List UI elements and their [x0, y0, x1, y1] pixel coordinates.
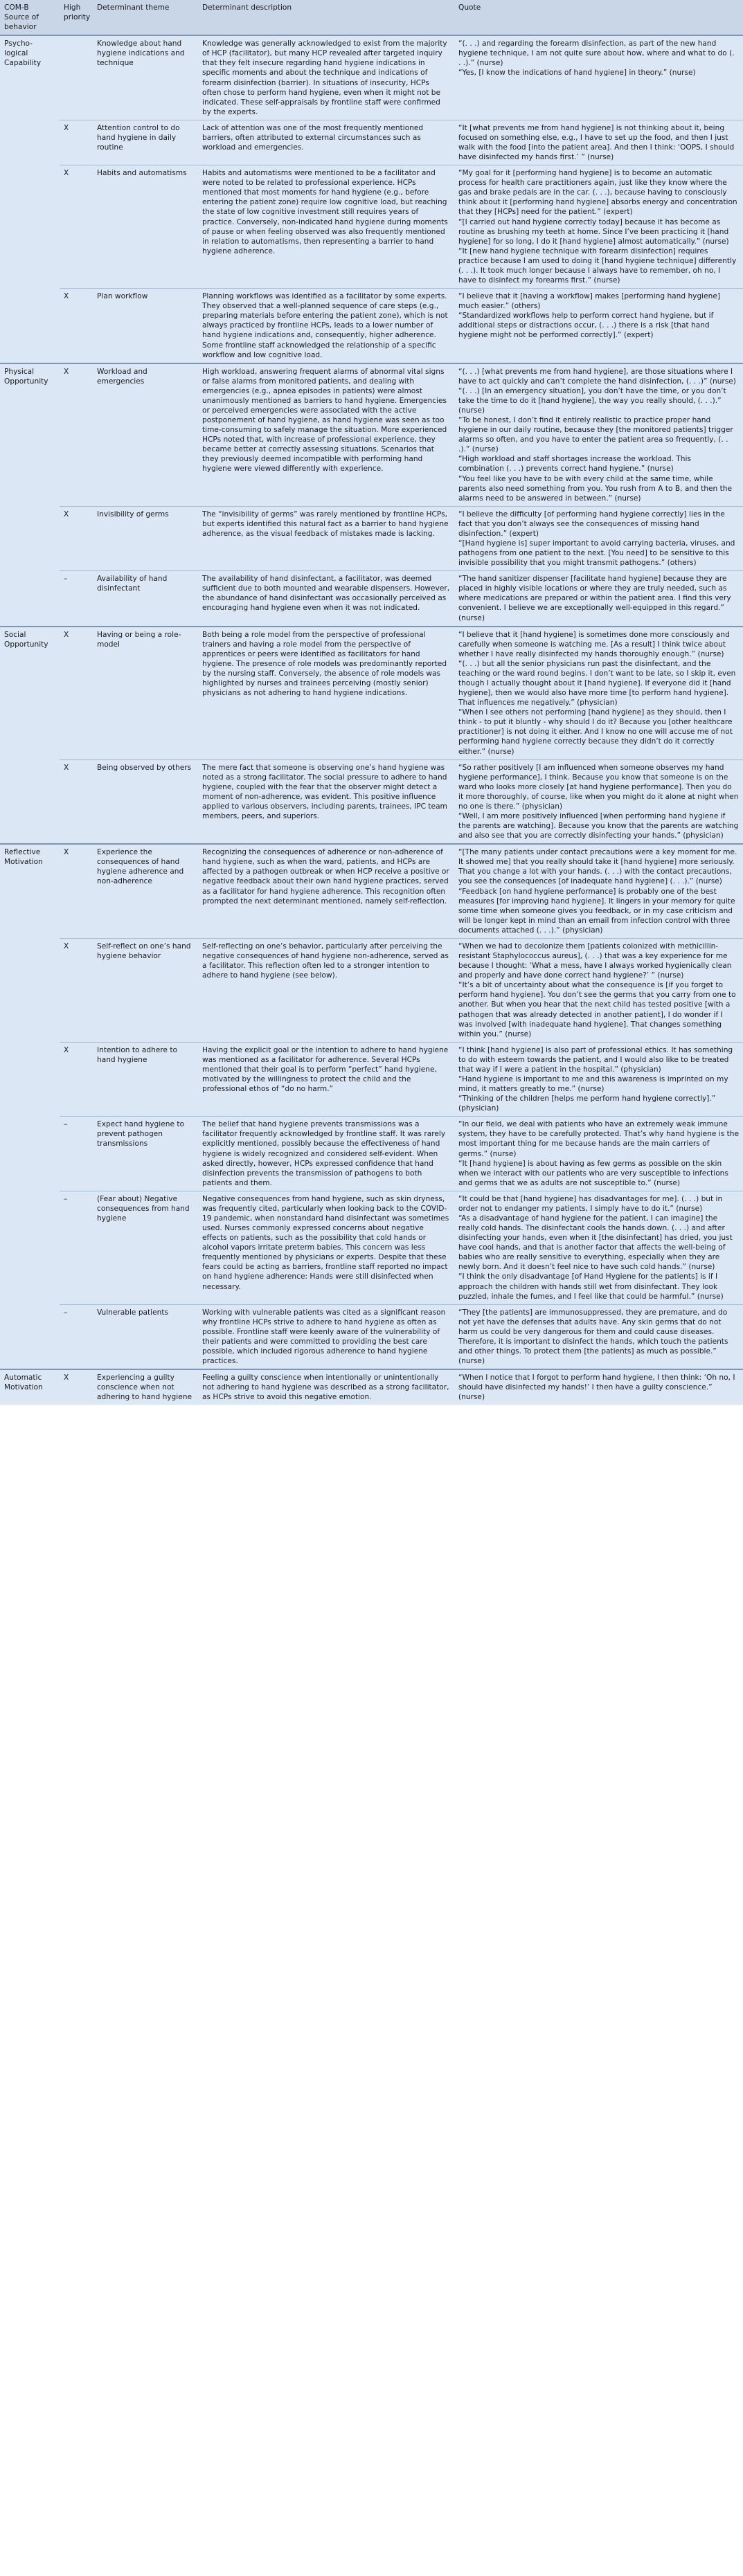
quote-text: “The hand sanitizer dispenser [facilitate hand hygiene] because they are placed in highly visible locations or where they are truly needed, such as where medications are prepared or within the patient area. I find this very convenient. I believe we are exceptionally well-equipped in this regard.” (nurse)	[458, 575, 731, 622]
table-body	[0, 35, 743, 1405]
table-row	[0, 35, 743, 120]
table-row	[0, 938, 743, 1042]
table-row	[0, 571, 743, 627]
quote-text: “When I notice that I forgot to perform hand hygiene, I then think: ‘Oh no, I should have disinfected my hands!’ I then have a guilty conscience.” (nurse)	[458, 1373, 735, 1402]
theme-cell: Knowledge about hand hygiene indications and technique	[93, 35, 198, 120]
table-row	[0, 1191, 743, 1304]
table-header-row	[0, 0, 743, 35]
quote-text: “My goal for it [performing hand hygiene] is to become an automatic process for health care practitioners again, just like they know where the gas and brake pedals are in the car. (. . .), because having to consciously think about it [performing hand hygiene] absorbs energy and concentration that they [HCPs] need for the patient.” (expert)	[458, 169, 737, 217]
table-row	[0, 1117, 743, 1191]
quote-text: “Feedback [on hand hygiene performance] is probably one of the best measures [for improving hand hygiene]. It lingers in your memory for quite some time when someone gives you feedback, or in my case criticism and will be longer kept in mind than an email from infection control with three documents attached (. . .).” (physician)	[458, 887, 735, 935]
description-cell: The availability of hand disinfectant, a facilitator, was deemed sufficient due to both mounted and wearable dispensers. However, the abundance of hand disinfectant was occasionally perceived as encouraging hand hygiene even when it was not indicated.	[198, 571, 454, 627]
description-cell: Knowledge was generally acknowledged to exist from the majority of HCP (facilitator), but many HCP revealed after targeted inquiry that they felt insecure regarding hand hygiene indications in specific moments and about the technique and indications of forearm disinfection (barrier). In situations of insecurity, HCPs often chose to perform hand hygiene, even when it might not be indicated. These self-appraisals by frontline staff were confirmed by the experts.	[198, 35, 454, 120]
quote-text: “[I carried out hand hygiene correctly today] because it has become as routine as brushing my teeth at home. Since I’ve been practicing it [hand hygiene] for so long, I do it [hand hygiene] almost automatically.” (nurse)	[458, 217, 729, 246]
theme-cell: Intention to adhere to hand hygiene	[93, 1042, 198, 1117]
priority-cell: X	[60, 363, 93, 507]
theme-cell: Expect hand hygiene to prevent pathogen transmissions	[93, 1117, 198, 1191]
quote-cell	[454, 938, 743, 1042]
theme-cell: Self-reflect on one’s hand hygiene behavior	[93, 938, 198, 1042]
com-b-source-cell: Reflective Motivation	[0, 844, 60, 1369]
quote-text: “(. . .) [In an emergency situation], you don’t have the time, or you don’t take the time to do it [hand hygiene], the way you really should, (. . .).” (nurse)	[458, 386, 726, 415]
quote-text: “Well, I am more positively influenced [when performing hand hygiene if the parents are watching]. Because you know that the parents are watching and also see that you are correctly disinfecting your hands.” (physician)	[458, 812, 739, 840]
priority-cell	[60, 35, 93, 120]
description-cell: Habits and automatisms were mentioned to be a facilitator and were noted to be related to professional experience. HCPs mentioned that most moments for hand hygiene (e.g., before entering the patient zone) require low cognitive load, but reaching the state of low cognitive investment still requires years of practice. Conversely, non-indicated hand hygiene during moments of pause or when feeling observed was also frequently mentioned in relation to automatisms, then representing a barrier to hand hygiene adherence.	[198, 165, 454, 289]
quote-cell	[454, 1117, 743, 1191]
quote-cell	[454, 120, 743, 165]
description-cell: Planning workflows was identified as a facilitator by some experts. They observed that a well-planned sequence of care steps (e.g., preparing materials before entering the patient zone), which is not always practiced by frontline HCPs, leads to a lower number of hand hygiene indications and, consequently, higher adherence. Some frontline staff acknowledged the relationship of a specific workflow and low cognitive load.	[198, 289, 454, 363]
quote-cell	[454, 289, 743, 363]
quote-text: “I believe that it [having a workflow] makes [performing hand hygiene] much easier.” (others)	[458, 292, 720, 311]
quote-text: “[Hand hygiene is] super important to avoid carrying bacteria, viruses, and pathogens from one patient to the next. [You need] to be sensitive to this invisible possibility that you might transmit pathogens.” (others)	[458, 539, 735, 568]
quote-text: “High workload and staff shortages increase the workload. This combination (. . .) prevents correct hand hygiene.” (nurse)	[458, 455, 691, 474]
quote-cell	[454, 759, 743, 844]
description-cell: The “invisibility of germs” was rarely mentioned by frontline HCPs, but experts identified this natural fact as a barrier to hand hygiene adherence, as the visual feedback of mistakes made is lacking.	[198, 506, 454, 570]
priority-cell: X	[60, 289, 93, 363]
quote-text: “(. . .) but all the senior physicians run past the disinfectant, and the teaching or the ward round begins. I don’t want to be late, so I skip it, even though I actually thought about it [hand hygiene]. If everyone did it [hand hygiene], then we would also have more time [to perform hand hygiene]. That influences me negatively.” (physician)	[458, 659, 736, 708]
theme-cell: Vulnerable patients	[93, 1304, 198, 1369]
theme-cell: Experiencing a guilty conscience when not adhering to hand hygiene	[93, 1369, 198, 1405]
quote-text: “Yes, [I know the indications of hand hygiene] in theory.” (nurse)	[458, 69, 696, 78]
quote-cell	[454, 506, 743, 570]
description-cell: Lack of attention was one of the most frequently mentioned barriers, often attributed to external circumstances such as workload and emergencies.	[198, 120, 454, 165]
quote-text: “In our field, we deal with patients who have an extremely weak immune system, they have to be carefully protected. That’s why hand hygiene is the most important thing for me because hands are the main carriers of germs.” (nurse)	[458, 1120, 740, 1158]
quote-text: “It could be that [hand hygiene] has disadvantages for me]. (. . .) but in order not to endanger my patients, I simply have to do it.” (nurse)	[458, 1194, 723, 1213]
quote-text: “When I see others not performing [hand hygiene] as they should, then I think - to put it bluntly - why should I do it? Because you [other healthcare practitioner] is not doing it either. And I know no one will accuse me of not performing hand hygiene correctly because they didn’t do it correctly either.” (nurse)	[458, 708, 733, 756]
quote-text: “They [the patients] are immunosuppressed, they are premature, and do not yet have the defenses that adults have. Any skin germs that do not harm us could be very dangerous for them and could cause diseases. Therefore, it is important to disinfect the hands, which touch the patients and other things. To protect them [the patients] as much as possible.” (nurse)	[458, 1308, 728, 1366]
quote-cell	[454, 165, 743, 289]
quote-text: “Hand hygiene is important to me and this awareness is imprinted on my mind, it matters greatly to me.” (nurse)	[458, 1074, 728, 1094]
table-row	[0, 759, 743, 844]
header-priority: High priority	[60, 0, 93, 35]
quote-text: “(. . .) [what prevents me from hand hygiene], are those situations where I have to act quickly and can’t complete the hand disinfection, (. . .)” (nurse)	[458, 367, 736, 386]
description-cell: Feeling a guilty conscience when intentionally or unintentionally not adhering to hand hygiene was described as a strong facilitator, as HCPs strive to avoid this negative emotion.	[198, 1369, 454, 1405]
com-b-source-cell: Social Opportunity	[0, 627, 60, 845]
table-row	[0, 120, 743, 165]
theme-cell: Invisibility of germs	[93, 506, 198, 570]
theme-cell: Availability of hand disinfectant	[93, 571, 198, 627]
priority-cell: X	[60, 120, 93, 165]
quote-text: “Thinking of the children [helps me perform hand hygiene correctly].” (physician)	[458, 1095, 716, 1113]
quote-text: “When we had to decolonize them [patients colonized with methicillin-resistant Staphylococcus aureus], (. . .) that was a key experience for me because I thought: ‘What a mess, have I always worked hygienically clean and properly and have done correct hand hygiene?’ ” (nurse)	[458, 942, 732, 980]
description-cell: Recognizing the consequences of adherence or non-adherence of hand hygiene, such as when the ward, patients, and HCPs are affected by a pathogen outbreak or when HCP receive a positive or negative feedback about their own hand hygiene practices, served as a facilitator for hand hygiene adherence. This recognition often prompted the next determinant mentioned, namely self-reflection.	[198, 844, 454, 938]
priority-cell: X	[60, 165, 93, 289]
description-cell: Having the explicit goal or the intention to adhere to hand hygiene was mentioned as a facilitator for adherence. Several HCPs mentioned that their goal is to perform “perfect” hand hygiene, motivated by the willingness to protect the child and the professional ethos of “do no harm.”	[198, 1042, 454, 1117]
quote-text: “As a disadvantage of hand hygiene for the patient, I can imagine] the really cold hands. The disinfectant cools the hands down. (. . .) and after disinfecting your hands, even when it [the disinfectant] has dried, you just have cool hands, and that is another factor that affects the well-being of babies who are really sensitive to everything, especially when they are newly born. And it doesn’t feel nice to have such cold hands.” (nurse)	[458, 1214, 733, 1272]
description-cell: Self-reflecting on one’s behavior, particularly after perceiving the negative consequences of hand hygiene non-adherence, served as a facilitator. This reflection often led to a stronger intention to adhere to hand hygiene (see below).	[198, 938, 454, 1042]
com-b-source-cell: Physical Opportunity	[0, 363, 60, 627]
quote-text: “Standardized workflows help to perform correct hand hygiene, but if additional steps or distractions occur, (. . .) there is a risk [that hand hygiene might not be performed correctly].” (expert)	[458, 312, 714, 340]
description-cell: Negative consequences from hand hygiene, such as skin dryness, was frequently cited, particularly when looking back to the COVID-19 pandemic, when nonstandard hand disinfectant was sometimes used. Nurses commonly expressed concerns about negative effects on patients, such as the possibility that cold hands or alcohol vapors irritate preterm babies. This concern was less frequently mentioned by physicians or experts. Despite that these fears could be acting as barriers, frontline staff reported no impact on hand hygiene adherence: Hands were still disinfected when necessary.	[198, 1191, 454, 1304]
priority-cell: X	[60, 844, 93, 938]
quote-cell	[454, 363, 743, 507]
quote-cell	[454, 1369, 743, 1405]
table-row	[0, 506, 743, 570]
priority-cell: X	[60, 506, 93, 570]
quote-text: “I think the only disadvantage [of Hand Hygiene for the patients] is if I approach the children with hands still wet from disinfectant. They look puzzled, inhale the fumes, and I feel like that could be harmful.” (nurse)	[458, 1272, 724, 1301]
table-row	[0, 627, 743, 760]
quote-text: “I believe that it [hand hygiene] is sometimes done more consciously and carefully when someone is watching me. [As a result] I think twice about whether I have really disinfected my hands thoroughly enough.” (nurse)	[458, 630, 730, 658]
quote-text: “So rather positively [I am influenced when someone observes my hand hygiene performance], I think. Because you know that someone is on the ward who looks more closely [at hand hygiene performance]. Then you do it more thoroughly, of course, like when you might do it alone at night when no one is there.” (physician)	[458, 763, 739, 811]
quote-text: “I think [hand hygiene] is also part of professional ethics. It has something to do with esteem towards the patient, and I would also like to be treated that way if I were a patient in the hospital.” (physician)	[458, 1045, 733, 1074]
theme-cell: Having or being a role-model	[93, 627, 198, 760]
quote-cell	[454, 571, 743, 627]
priority-cell: X	[60, 1369, 93, 1405]
table-row	[0, 1042, 743, 1117]
table-row	[0, 844, 743, 938]
quote-text: “It [what prevents me from hand hygiene] is not thinking about it, being focused on something else, e.g., I have to set up the food, and then I just walk with the food [into the patient area]. And then I think: ‘OOPS, I should have disinfected my hands first.’ ” (nurse)	[458, 123, 735, 162]
priority-cell: –	[60, 1191, 93, 1304]
table-row	[0, 165, 743, 289]
quote-cell	[454, 1304, 743, 1369]
table-row	[0, 289, 743, 363]
header-description: Determinant description	[198, 0, 454, 35]
com-b-source-cell: Automatic Motivation	[0, 1369, 60, 1405]
table-row	[0, 1304, 743, 1369]
quote-text: “I believe the difficulty [of performing hand hygiene correctly] lies in the fact that you don’t always see the consequences of missing hand disinfection.” (expert)	[458, 510, 725, 538]
quote-text: “To be honest, I don’t find it entirely realistic to practice proper hand hygiene in our daily routine, because they [the monitored patients] trigger alarms so often, and you have to enter the patient area so frequently, (. . .).” (nurse)	[458, 416, 733, 454]
priority-cell: X	[60, 627, 93, 760]
description-cell: Both being a role model from the perspective of professional trainers and having a role model from the perspective of apprentices or peers were identified as facilitators for hand hygiene. The presence of role models was predominantly reported by the nursing staff. Conversely, the absence of role models was highlighted by nurses and trainees perceiving (mostly senior) physicians as not adhering to hand hygiene indications.	[198, 627, 454, 760]
description-cell: Working with vulnerable patients was cited as a significant reason why frontline HCPs strive to adhere to hand hygiene as often as possible. Frontline staff were keenly aware of the vulnerability of their patients and were committed to providing the best care possible, which included rigorous adherence to hand hygiene practices.	[198, 1304, 454, 1369]
quote-text: “[The many patients under contact precautions were a key moment for me. It showed me] that you really should take it [hand hygiene] more seriously. That you change a lot with your hands. (. . .) with the contact precautions, you see the consequences [of inadequate hand hygiene] (. . .).” (nurse)	[458, 848, 737, 886]
quote-text: “(. . .) and regarding the forearm disinfection, as part of the new hand hygiene technique, I am not quite sure about how, where and what to do (. . .).” (nurse)	[458, 39, 735, 68]
priority-cell: X	[60, 759, 93, 844]
priority-cell: –	[60, 1117, 93, 1191]
header-source: COM-B Source of behavior	[0, 0, 60, 35]
priority-cell: X	[60, 1042, 93, 1117]
description-cell: The belief that hand hygiene prevents transmissions was a facilitator frequently acknowledged by frontline staff. It was rarely explicitly mentioned, possibly because the effectiveness of hand hygiene is widely recognized and considered self-evident. When asked directly, however, HCPs expressed confidence that hand disinfection prevents the transmission of pathogens to both patients and them.	[198, 1117, 454, 1191]
theme-cell: Habits and automatisms	[93, 165, 198, 289]
quote-cell	[454, 844, 743, 938]
com-b-source-cell: Psycho-logical Capability	[0, 35, 60, 363]
quote-cell	[454, 35, 743, 120]
quote-cell	[454, 1042, 743, 1117]
header-quote: Quote	[454, 0, 743, 35]
theme-cell: Being observed by others	[93, 759, 198, 844]
header-theme: Determinant theme	[93, 0, 198, 35]
priority-cell: X	[60, 938, 93, 1042]
theme-cell: Workload and emergencies	[93, 363, 198, 507]
quote-cell	[454, 627, 743, 760]
table-row	[0, 363, 743, 507]
theme-cell: Experience the consequences of hand hygiene adherence and non-adherence	[93, 844, 198, 938]
description-cell: The mere fact that someone is observing one’s hand hygiene was noted as a strong facilitator. The social pressure to adhere to hand hygiene, coupled with the fear that the observer might detect a moment of non-adherence, was evident. This positive influence applied to various observers, including parents, trainees, IPC team members, peers, and superiors.	[198, 759, 454, 844]
theme-cell: (Fear about) Negative consequences from hand hygiene	[93, 1191, 198, 1304]
table-row	[0, 1369, 743, 1405]
quote-cell	[454, 1191, 743, 1304]
priority-cell: –	[60, 571, 93, 627]
quote-text: “You feel like you have to be with every child at the same time, while parents also need something from you. You rush from A to B, and then the alarms need to be answered in between.” (nurse)	[458, 474, 733, 503]
description-cell: High workload, answering frequent alarms of abnormal vital signs or false alarms from monitored patients, and dealing with emergencies (e.g., apnea episodes in patients) were almost unanimously mentioned as barriers to hand hygiene. Emergencies or perceived emergencies were associated with the active postponement of hand hygiene, as hand hygiene was seen as too time-consuming to safely manage the situation. More experienced HCPs noted that, with increase of professional experience, they became better at correctly assessing situations. Scenarios that they previously deemed incompatible with performing hand hygiene were viewed differently with experience.	[198, 363, 454, 507]
theme-cell: Plan workflow	[93, 289, 198, 363]
priority-cell: –	[60, 1304, 93, 1369]
quote-text: “It’s a bit of uncertainty about what the consequence is [if you forget to perform hand hygiene]. You don’t see the germs that you carry from one to another. But when you hear that the next child has tested positive [with a pathogen that was already detected in another patient], I do wonder if I was involved [with inadequate hand hygiene]. That changes something within you.” (nurse)	[458, 981, 736, 1038]
theme-cell: Attention control to do hand hygiene in daily routine	[93, 120, 198, 165]
quote-text: “It [hand hygiene] is about having as few germs as possible on the skin when we interact with our patients who are very susceptible to infections and germs that we as adults are not susceptible to.” (nurse)	[458, 1159, 728, 1187]
quote-text: “It [new hand hygiene technique with forearm disinfection] requires practice because I am used to doing it [hand hygiene technique] differently (. . .). It took much longer because I always have to remember, oh no, I have to disinfect my forearms first.” (nurse)	[458, 246, 737, 285]
